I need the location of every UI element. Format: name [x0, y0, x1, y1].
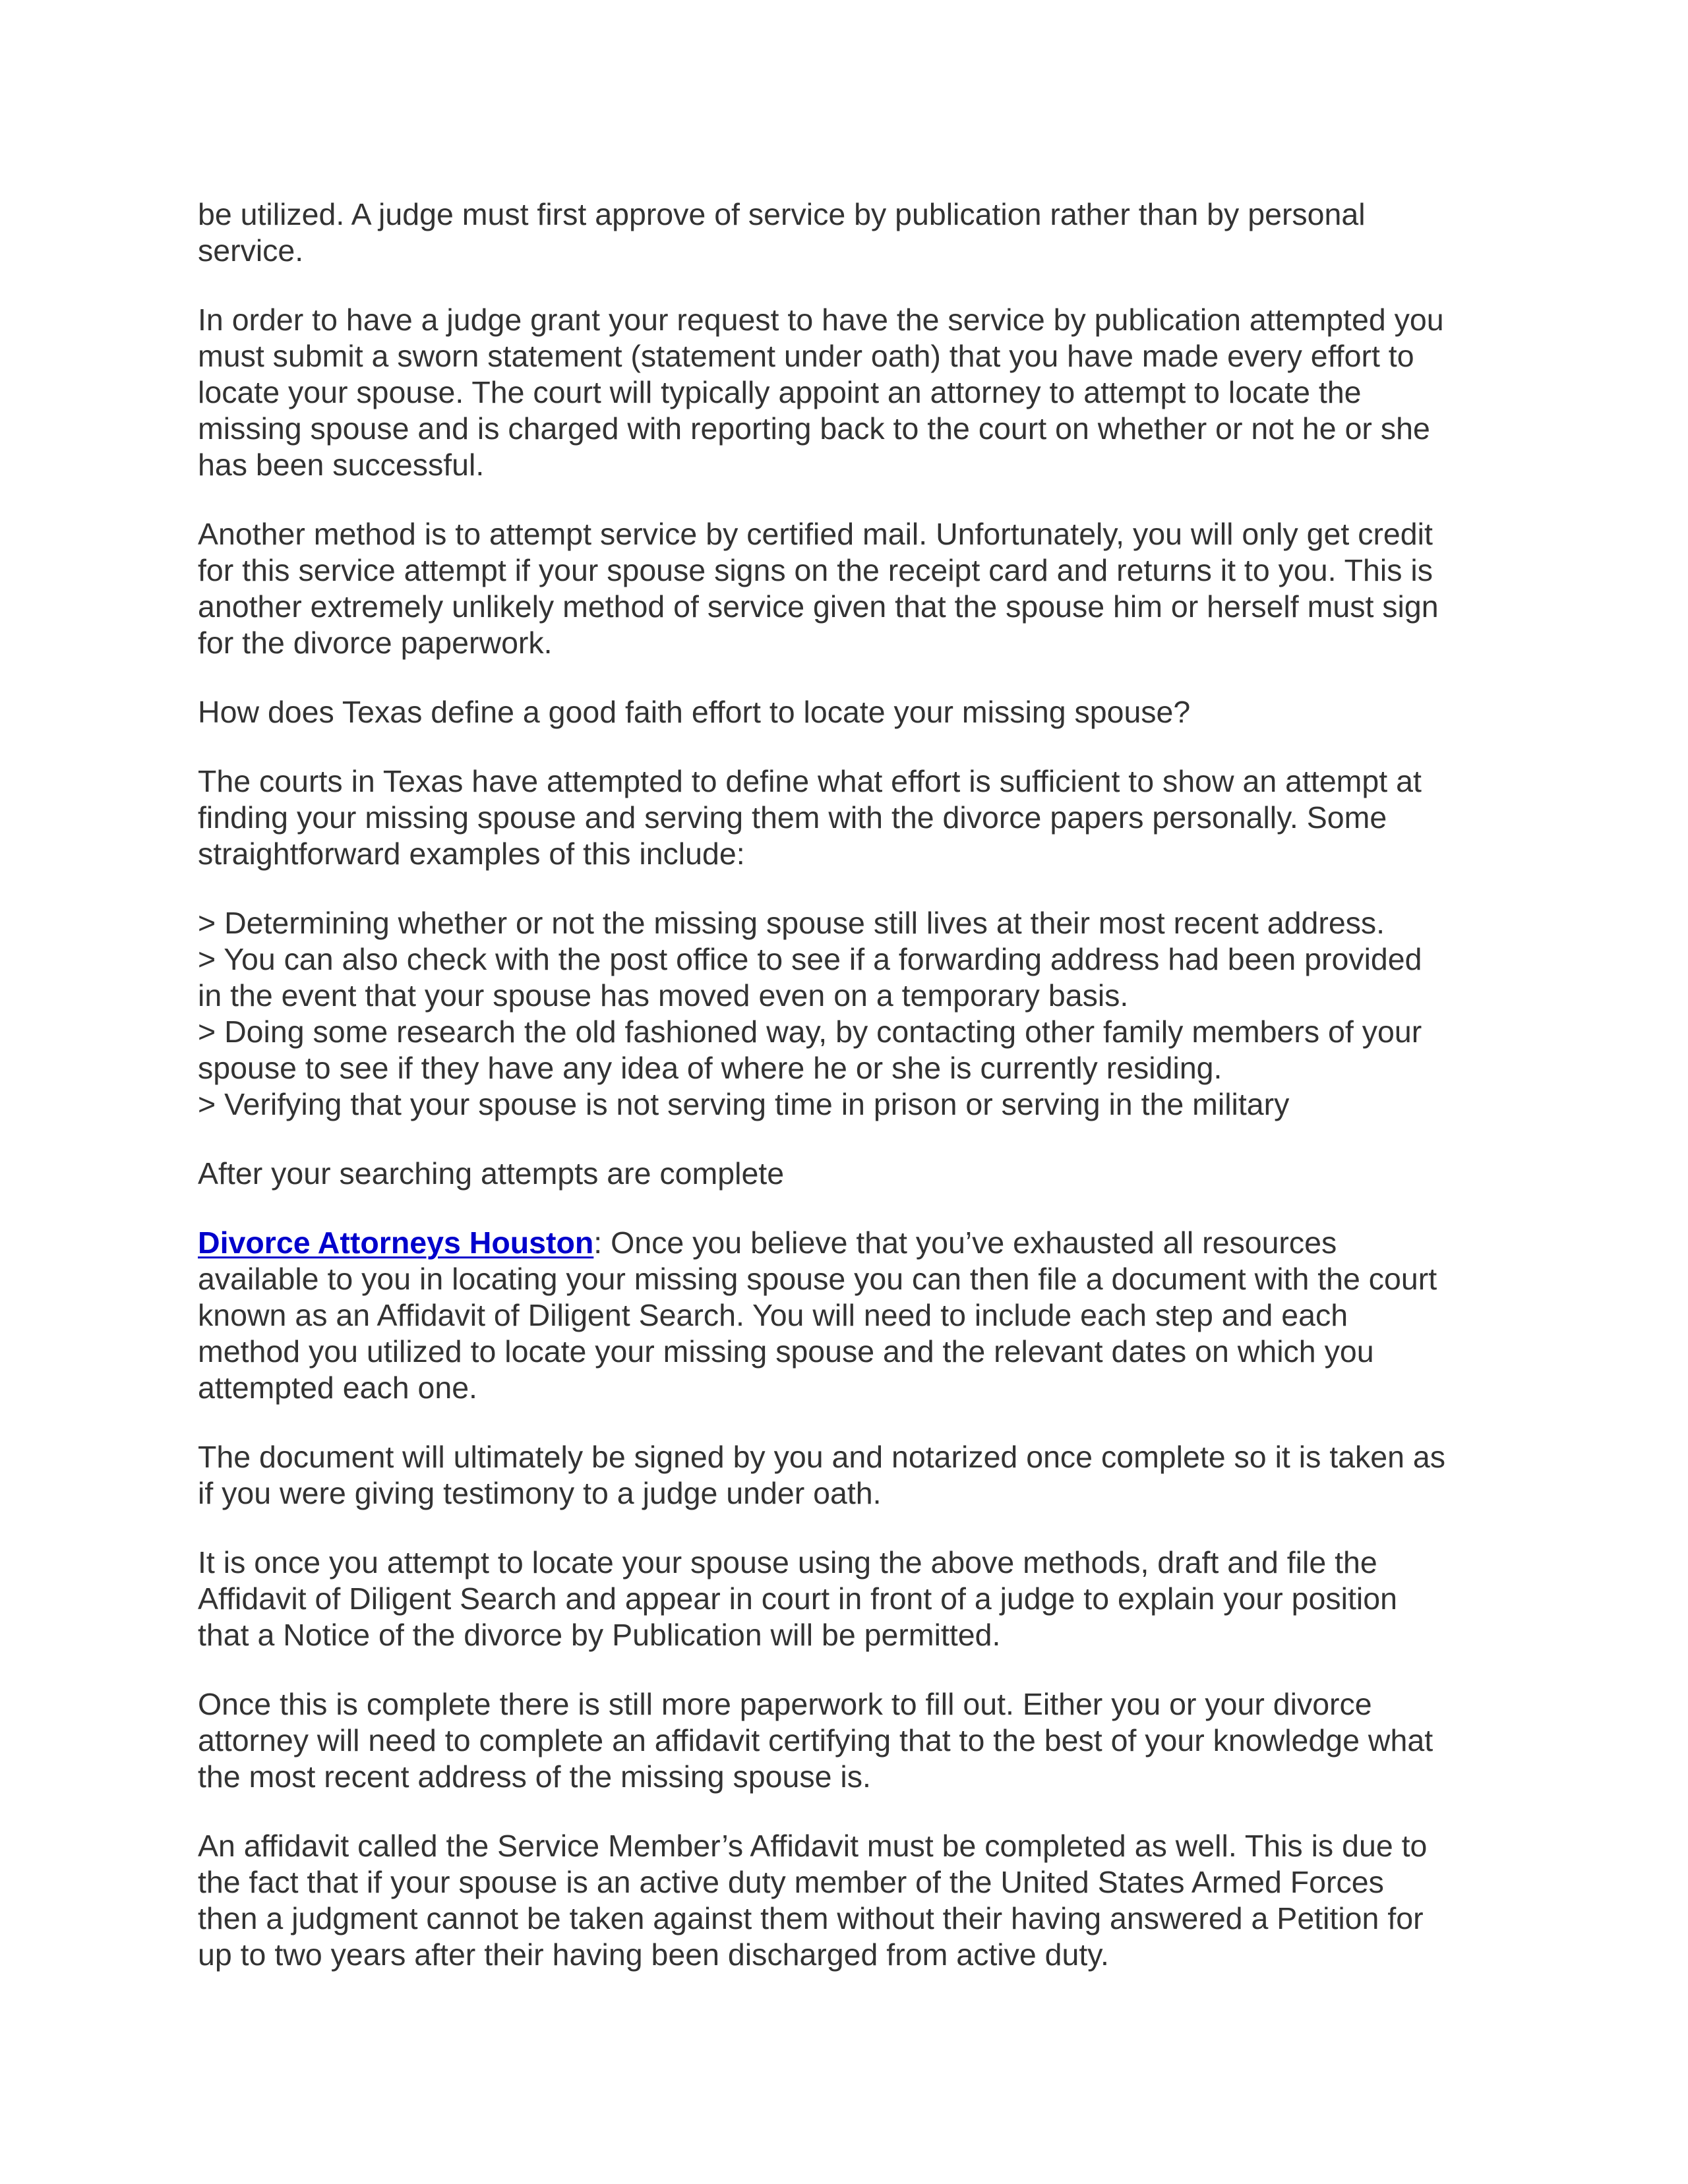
text-line: The courts in Texas have attempted to define what effort is sufficient to show an attempt at	[198, 764, 1422, 798]
examples-list	[198, 905, 1490, 1123]
text-line: must submit a sworn statement (statement under oath) that you have made every effort to	[198, 339, 1414, 373]
text-line: if you were giving testimony to a judge under oath.	[198, 1476, 882, 1510]
text-line: then a judgment cannot be taken against them without their having answered a Petition for	[198, 1901, 1424, 1935]
text-line: service.	[198, 233, 304, 268]
paragraph-notice-publication	[198, 1545, 1490, 1653]
text-line: An affidavit called the Service Member’s Affidavit must be completed as well. This is due to	[198, 1829, 1428, 1863]
text-line: straightforward examples of this include:	[198, 837, 745, 871]
text-line: After your searching attempts are complete	[198, 1156, 785, 1191]
paragraph-certified-mail	[198, 516, 1490, 661]
text-line: the most recent address of the missing spouse is.	[198, 1759, 871, 1794]
text-line: the fact that if your spouse is an active duty member of the United States Armed Forces	[198, 1865, 1384, 1899]
text-line: known as an Affidavit of Diligent Search. You will need to include each step and each	[198, 1298, 1348, 1332]
list-item: > Doing some research the old fashioned way, by contacting other family members of your	[198, 1015, 1422, 1049]
text-line: method you utilized to locate your missing spouse and the relevant dates on which you	[198, 1334, 1374, 1369]
text-line: locate your spouse. The court will typically appoint an attorney to attempt to locate the	[198, 375, 1362, 409]
divorce-attorneys-houston-link[interactable]: Divorce Attorneys Houston	[198, 1225, 594, 1260]
paragraph-courts-texas	[198, 763, 1490, 872]
text-line: available to you in locating your missing spouse you can then file a document with the court	[198, 1262, 1437, 1296]
text-line: attempted each one.	[198, 1371, 477, 1405]
text-line: for this service attempt if your spouse signs on the receipt card and returns it to you. This is	[198, 553, 1433, 587]
text-line: has been successful.	[198, 448, 485, 482]
list-item-continuation: in the event that your spouse has moved even on a temporary basis.	[198, 978, 1129, 1013]
text-line: be utilized. A judge must first approve of service by publication rather than by personal	[198, 197, 1366, 231]
paragraph-service-publication-intro	[198, 196, 1490, 269]
text-line: The document will ultimately be signed by you and notarized once complete so it is taken as	[198, 1440, 1446, 1474]
text-line: finding your missing spouse and serving them with the divorce papers personally. Some	[198, 800, 1387, 835]
text-line: Another method is to attempt service by certified mail. Unfortunately, you will only get credit	[198, 517, 1433, 551]
text-line: attorney will need to complete an affidavit certifying that to the best of your knowledge what	[198, 1723, 1433, 1757]
text-line: In order to have a judge grant your request to have the service by publication attempted you	[198, 303, 1444, 337]
text-line	[198, 1225, 1490, 1261]
paragraph-service-member-affidavit	[198, 1828, 1490, 1973]
list-item-continuation: spouse to see if they have any idea of where he or she is currently residing.	[198, 1051, 1222, 1085]
text-line: Affidavit of Diligent Search and appear in court in front of a judge to explain your position	[198, 1581, 1397, 1616]
paragraph-more-paperwork	[198, 1686, 1490, 1795]
text-line: that a Notice of the divorce by Publication will be permitted.	[198, 1618, 1001, 1652]
text-line: It is once you attempt to locate your spouse using the above methods, draft and file the	[198, 1545, 1377, 1579]
text-line: another extremely unlikely method of service given that the spouse him or herself must sign	[198, 589, 1439, 624]
text-line: for the divorce paperwork.	[198, 626, 553, 660]
list-item: > Verifying that your spouse is not serving time in prison or serving in the military	[198, 1087, 1290, 1121]
paragraph-good-faith-question	[198, 694, 1490, 730]
paragraph-sworn-statement	[198, 302, 1490, 483]
text-line: missing spouse and is charged with reporting back to the court on whether or not he or she	[198, 411, 1430, 446]
paragraph-divorce-attorneys	[198, 1225, 1490, 1406]
text-line: Once this is complete there is still more paperwork to fill out. Either you or your divorce	[198, 1687, 1372, 1721]
list-item: > Determining whether or not the missing spouse still lives at their most recent address.	[198, 906, 1385, 940]
list-item: > You can also check with the post office to see if a forwarding address had been provided	[198, 942, 1422, 976]
text-fragment: : Once you believe that you’ve exhausted all resources	[593, 1225, 1337, 1260]
document-page	[198, 196, 1490, 2006]
text-line: How does Texas define a good faith effort to locate your missing spouse?	[198, 695, 1191, 729]
paragraph-after-search	[198, 1156, 1490, 1192]
paragraph-notarized	[198, 1439, 1490, 1512]
text-line: up to two years after their having been discharged from active duty.	[198, 1937, 1109, 1972]
